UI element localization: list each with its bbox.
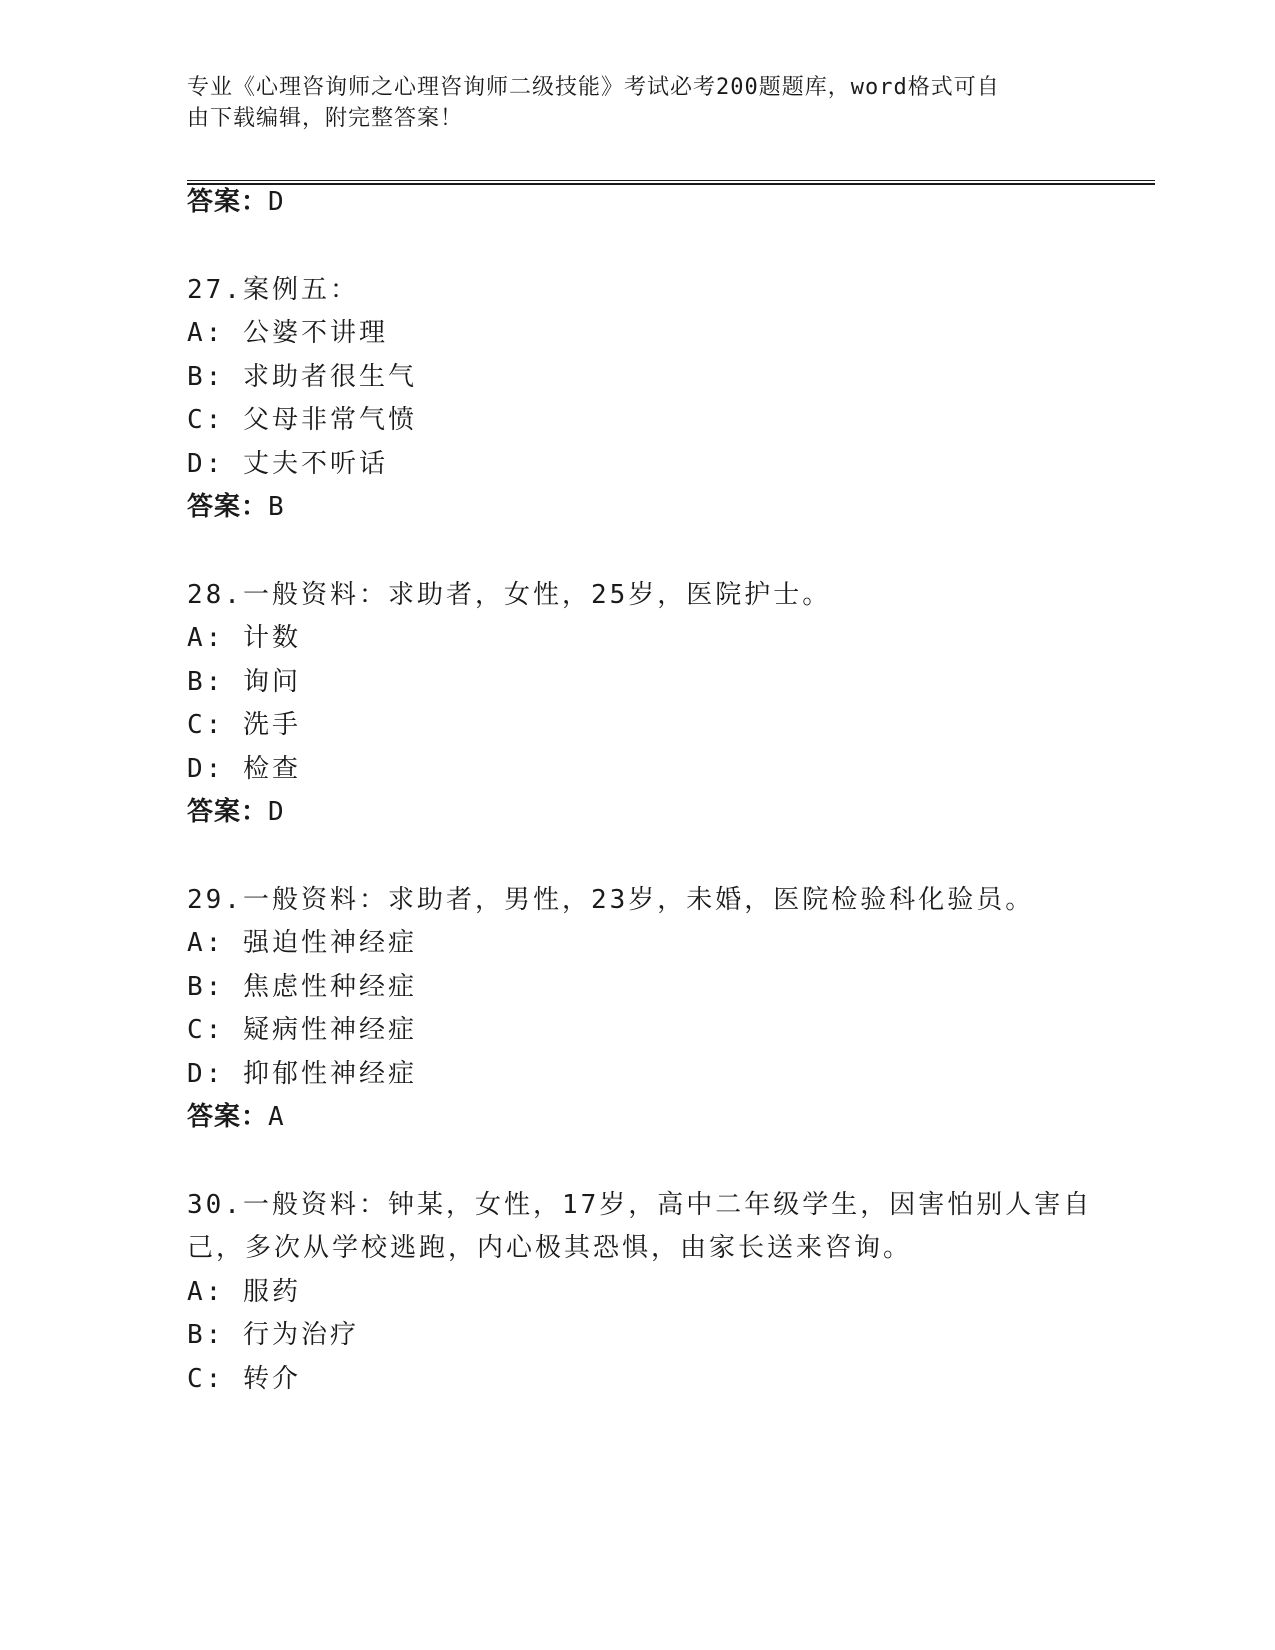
option-b: B: 焦虑性种经症 (187, 972, 417, 1002)
option-c: C: 疑病性神经症 (187, 1015, 417, 1045)
option-c: C: 父母非常气愤 (187, 405, 417, 435)
option-c: C: 转介 (187, 1364, 301, 1394)
header-rule-thick (187, 183, 1155, 185)
question-title: 29.一般资料：求助者，男性，23岁，未婚，医院检验科化验员。 (187, 885, 1035, 915)
option-a: A: 公婆不讲理 (187, 318, 388, 348)
option-a: A: 服药 (187, 1277, 301, 1307)
answer-value: D (268, 187, 285, 217)
header-line-1: 专业《心理咨询师之心理咨询师二级技能》考试必考200题题库，word格式可自 (187, 75, 1000, 100)
answer-label: 答案： (187, 187, 269, 217)
option-d: D: 检查 (187, 754, 301, 784)
answer-line (187, 795, 285, 829)
answer-label: 答案： (187, 492, 269, 522)
header-rule-thin (187, 180, 1155, 181)
option-b: B: 行为治疗 (187, 1320, 359, 1350)
answer-label: 答案： (187, 797, 269, 827)
option-d: D: 丈夫不听话 (187, 449, 388, 479)
option-b: B: 求助者很生气 (187, 362, 417, 392)
answer-value: D (268, 797, 285, 827)
answer-line (187, 1100, 285, 1134)
option-d: D: 抑郁性神经症 (187, 1059, 417, 1089)
answer-value: B (268, 492, 285, 522)
question-title-continued: 己，多次从学校逃跑，内心极其恐惧，由家长送来咨询。 (187, 1233, 913, 1263)
option-a: A: 强迫性神经症 (187, 928, 417, 958)
question-title: 30.一般资料：钟某，女性，17岁，高中二年级学生，因害怕别人害自 (187, 1190, 1093, 1220)
option-a: A: 计数 (187, 623, 301, 653)
answer-line (187, 185, 285, 219)
answer-value: A (268, 1102, 285, 1132)
answer-line (187, 490, 285, 524)
document-header (187, 72, 1067, 134)
answer-label: 答案： (187, 1102, 269, 1132)
option-b: B: 询问 (187, 667, 301, 697)
header-line-2: 由下载编辑，附完整答案！ (187, 106, 464, 131)
question-title: 27.案例五： (187, 275, 359, 305)
option-c: C: 洗手 (187, 710, 301, 740)
question-title: 28.一般资料：求助者，女性，25岁，医院护士。 (187, 580, 832, 610)
